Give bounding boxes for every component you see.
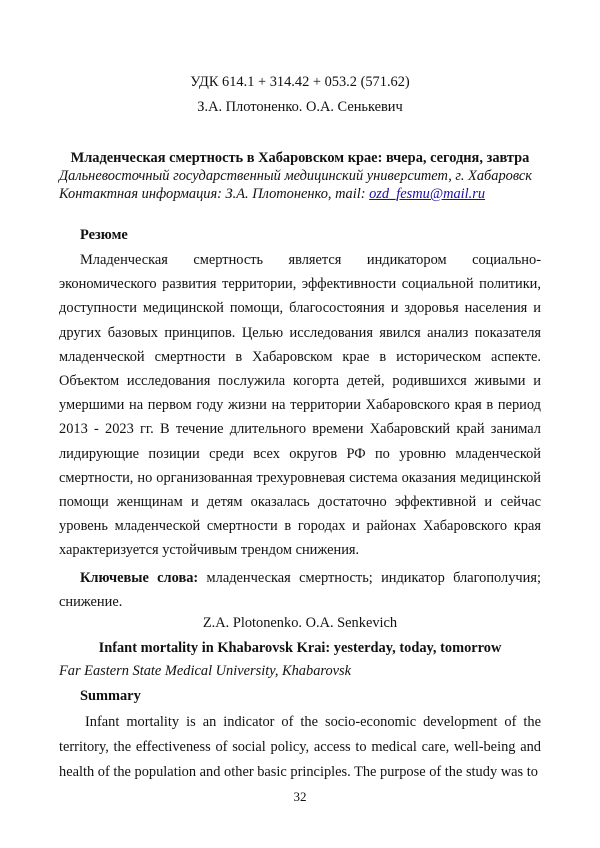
summary-body-en [59,710,541,786]
summary-body-ru [59,248,541,563]
summary-text-en: Infant mortality is an indicator of the socio-economic development of the territory, the effectiveness of social policy, access to medical care, well-being and health of the population and other basic principles. The purpose of the study was to [59,714,541,781]
authors-ru: З.А. Плотоненко. О.А. Сенькевич [197,99,403,115]
summary-heading-ru: Резюме [80,227,128,243]
udk-code: УДК 614.1 + 314.42 + 053.2 (571.62) [190,74,410,90]
title-ru: Младенческая смертность в Хабаровском крае: вчера, сегодня, завтра [70,150,530,166]
summary-text-ru: Младенческая смертность является индикатором социально-экономического развития территории, эффективности социальной политики, доступности медицинской помощи, благосостояния и здоровья населения и других базовых принципов. Целью исследования явился анализ показателя младенческой смертности в Хабаровском крае в историческом аспекте. Объектом исследования послужила когорта детей, родившихся живыми и умершими на первом году жизни на территории Хабаровского края в период 2013 - 2023 гг. В течение длительного времени Хабаровский край занимал лидирующие позиции среди всех округов РФ по уровню младенческой смертности, но организованная трехуровневая система оказания медицинской помощи женщинам и детям оказалась достаточно эффективной и сейчас уровень младенческой смертности в городах и районах Хабаровского края характеризуется устойчивым трендом снижения. [59,252,541,559]
title-en: Infant mortality in Khabarovsk Krai: yesterday, today, tomorrow [98,640,502,656]
keywords-paragraph [59,567,541,614]
keywords-label: Ключевые слова: [80,570,199,586]
keywords-text: младенческая смертность; индикатор благополучия; снижение. [59,570,541,610]
authors-en: Z.A. Plotonenko. O.A. Senkevich [202,615,398,631]
page-number: 32 [293,789,307,804]
affiliation-ru: Дальневосточный государственный медицинский университет, г. Хабаровск [59,168,533,184]
affiliation-en: Far Eastern State Medical University, Khabarovsk [59,663,352,679]
keywords-block [59,567,541,614]
contact-prefix: Контактная информация: З.А. Плотоненко, mail: [59,186,370,202]
contact-info [59,184,485,204]
summary-heading-en: Summary [80,688,141,704]
contact-email-link[interactable]: ozd_fesmu@mail.ru [369,186,486,202]
